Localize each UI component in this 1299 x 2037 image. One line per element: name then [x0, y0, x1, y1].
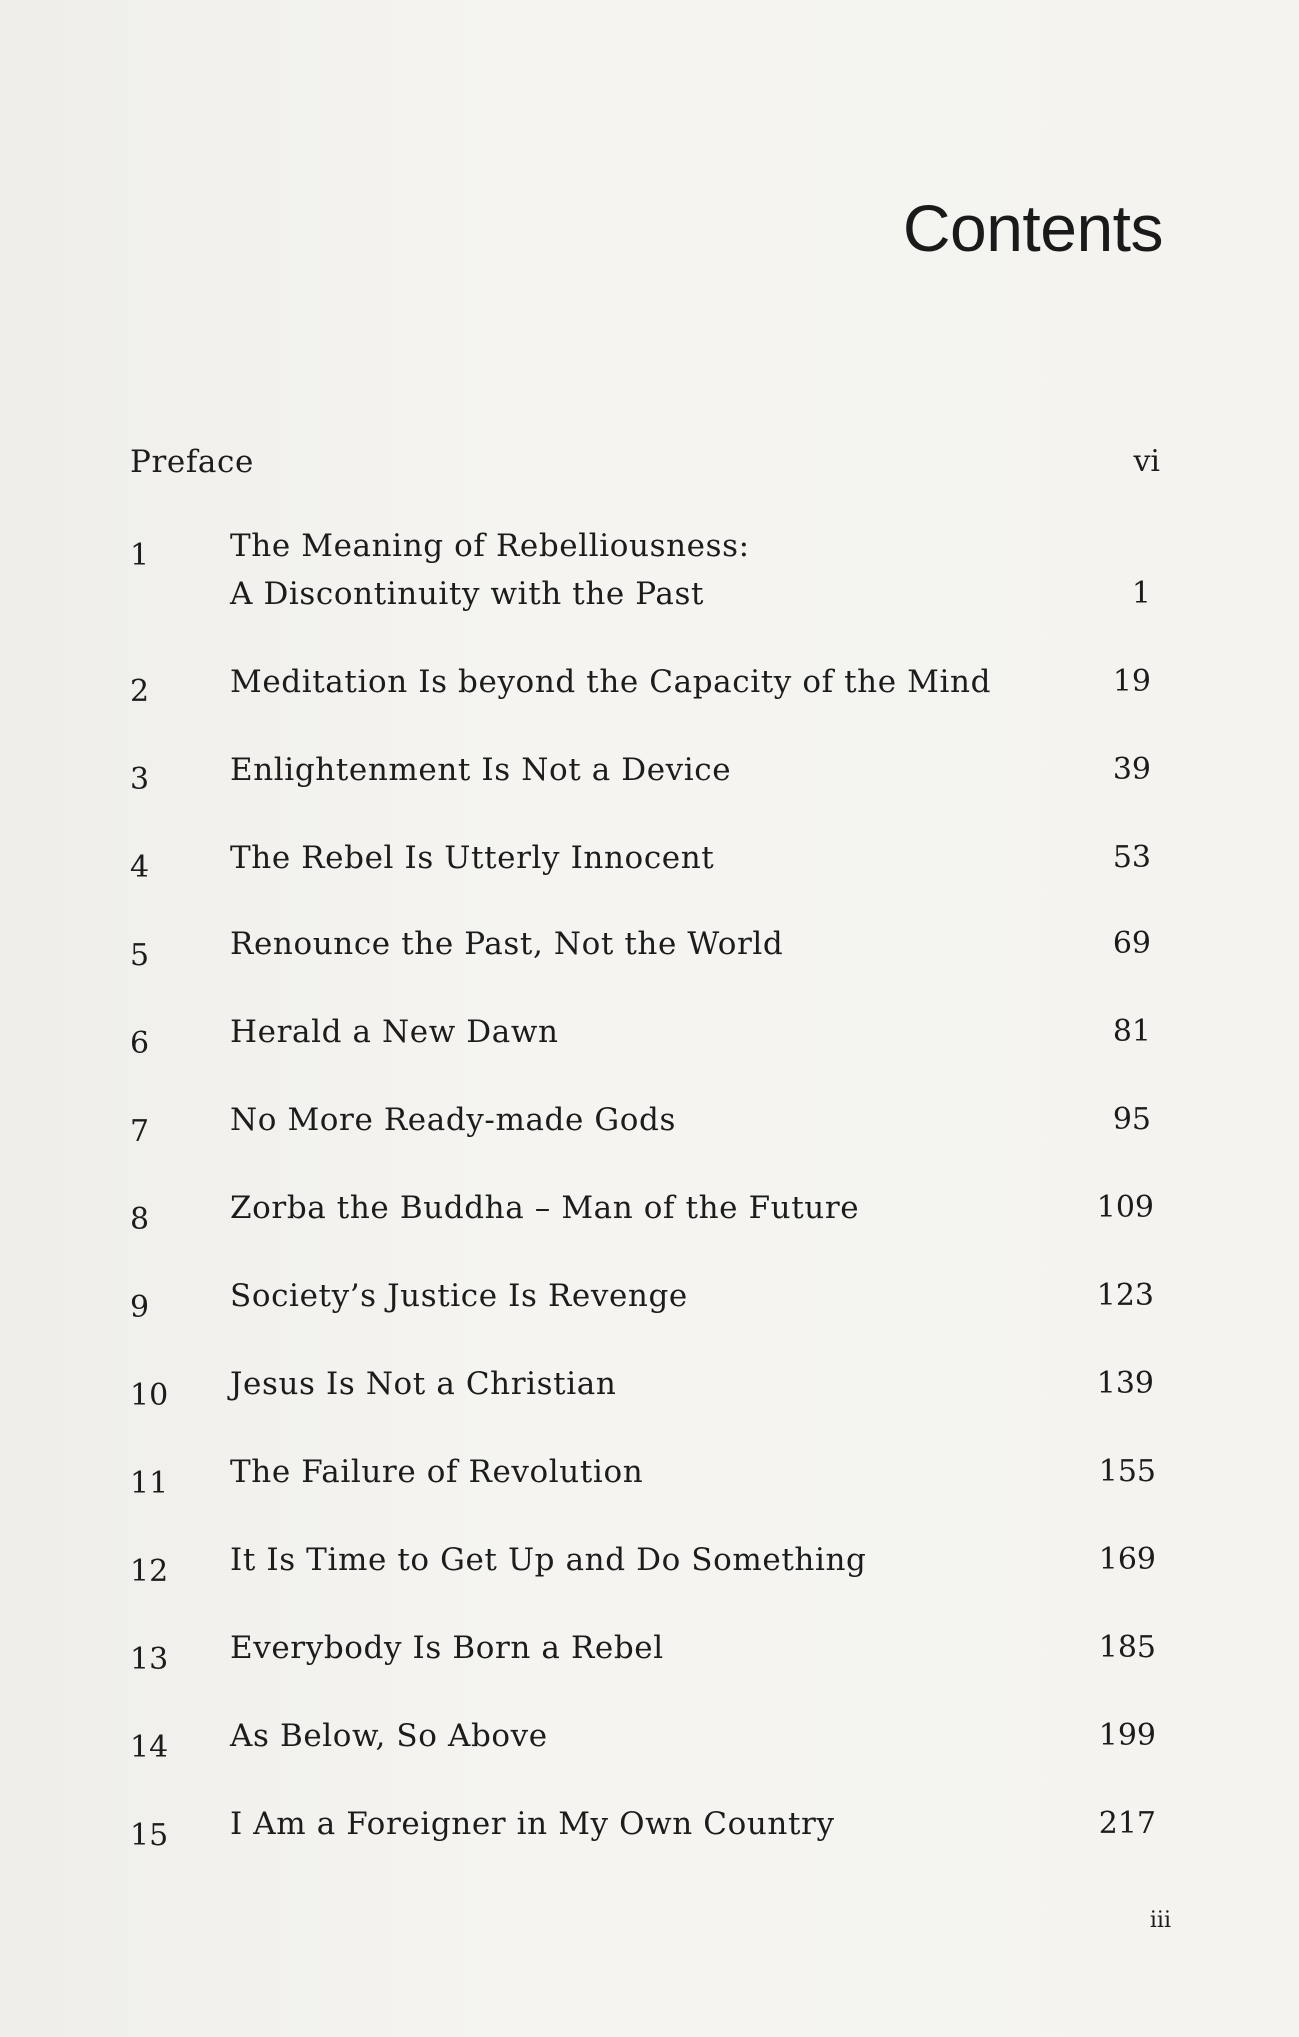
- toc-entry: [130, 1102, 1160, 1162]
- chapter-number: 2: [130, 674, 150, 709]
- chapter-page-number: 199: [1098, 1718, 1156, 1753]
- chapter-number: 3: [130, 762, 150, 797]
- chapter-title: Enlightenment Is Not a Device: [230, 752, 732, 788]
- chapter-page-number: 1: [1131, 576, 1151, 611]
- chapter-title: Zorba the Buddha – Man of the Future: [230, 1190, 860, 1226]
- chapter-number: 10: [130, 1378, 169, 1413]
- toc-entry: [130, 1718, 1160, 1778]
- chapter-page-number: 81: [1112, 1014, 1151, 1049]
- page-folio: iii: [1149, 1908, 1171, 1933]
- chapter-page-number: 169: [1098, 1542, 1156, 1577]
- chapter-page-number: 155: [1098, 1454, 1156, 1489]
- chapter-page-number: 185: [1098, 1630, 1156, 1665]
- chapter-number: 13: [130, 1642, 169, 1677]
- chapter-title: Society’s Justice Is Revenge: [230, 1278, 688, 1314]
- chapter-page-number: 53: [1112, 840, 1151, 875]
- preface-label: Preface: [130, 444, 254, 480]
- chapter-title: Everybody Is Born a Rebel: [230, 1630, 664, 1666]
- chapter-number: 15: [130, 1818, 169, 1853]
- chapter-number: 11: [130, 1466, 169, 1501]
- toc-entry: [130, 664, 1160, 724]
- toc-entry: [130, 1014, 1160, 1074]
- chapter-title-line1: The Meaning of Rebelliousness:: [230, 528, 750, 564]
- chapter-title: Jesus Is Not a Christian: [230, 1366, 617, 1402]
- chapter-page-number: 19: [1112, 664, 1151, 699]
- chapter-page-number: 39: [1112, 752, 1151, 787]
- chapter-page-number: 139: [1096, 1366, 1154, 1401]
- chapter-number: 8: [130, 1202, 150, 1237]
- preface-page-number: vi: [1133, 444, 1160, 479]
- toc-entry: [130, 1190, 1160, 1250]
- chapter-page-number: 123: [1096, 1278, 1154, 1313]
- toc-entry: [130, 1454, 1160, 1514]
- page-title: Contents: [902, 191, 1163, 265]
- toc-entry: [130, 1806, 1160, 1866]
- toc-entry: [130, 752, 1160, 812]
- chapter-page-number: 217: [1098, 1806, 1156, 1841]
- chapter-page-number: 109: [1096, 1190, 1154, 1225]
- chapter-number: 7: [130, 1114, 150, 1149]
- chapter-number: 9: [130, 1290, 150, 1325]
- chapter-title: The Rebel Is Utterly Innocent: [230, 840, 715, 876]
- chapter-number: 14: [130, 1730, 169, 1765]
- chapter-number: 1: [130, 538, 150, 573]
- chapter-title: The Failure of Revolution: [230, 1454, 644, 1490]
- toc-entry: [130, 1366, 1160, 1426]
- chapter-title: I Am a Foreigner in My Own Country: [230, 1806, 835, 1842]
- chapter-title-line2: A Discontinuity with the Past: [230, 576, 705, 612]
- toc-entry: [130, 1542, 1160, 1602]
- chapter-number: 5: [130, 938, 150, 973]
- chapter-title: Herald a New Dawn: [230, 1014, 559, 1050]
- chapter-number: 12: [130, 1554, 169, 1589]
- chapter-title: It Is Time to Get Up and Do Something: [230, 1542, 867, 1578]
- chapter-page-number: 69: [1112, 926, 1151, 961]
- chapter-title: Meditation Is beyond the Capacity of the Mind: [230, 664, 992, 700]
- chapter-number: 4: [130, 850, 150, 885]
- chapter-title: As Below, So Above: [230, 1718, 548, 1754]
- chapter-title: Renounce the Past, Not the World: [230, 926, 784, 962]
- toc-entry: [130, 926, 1160, 986]
- toc-entry: [130, 528, 1160, 628]
- chapter-page-number: 95: [1112, 1102, 1151, 1137]
- toc-entry: [130, 1278, 1160, 1338]
- toc-entry: [130, 840, 1160, 900]
- chapter-title: No More Ready-made Gods: [230, 1102, 676, 1138]
- chapter-number: 6: [130, 1026, 150, 1061]
- show-through-decoration: [620, 440, 630, 475]
- toc-entry: [130, 1630, 1160, 1690]
